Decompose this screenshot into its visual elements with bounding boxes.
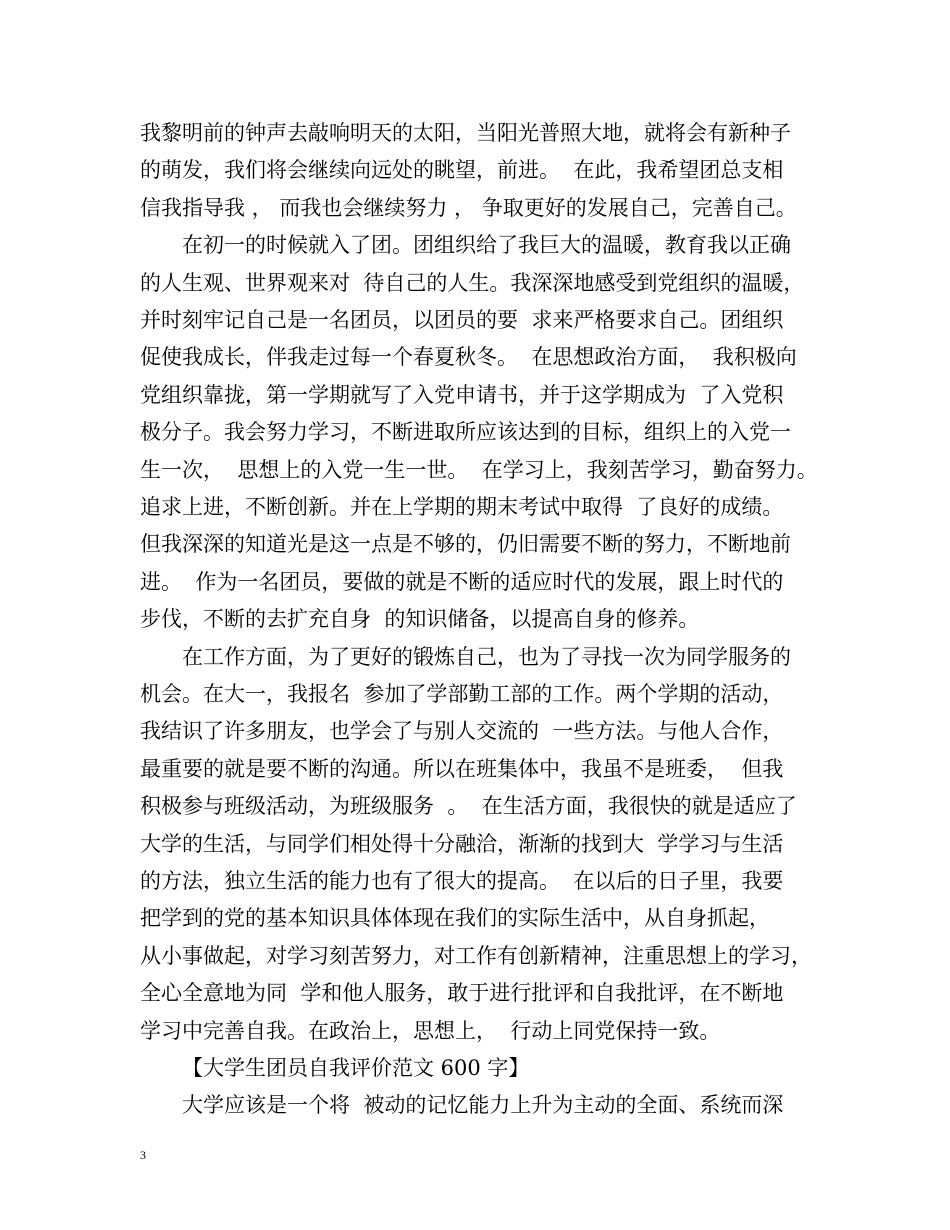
text-line: 学习中完善自我。在政治上，思想上， 行动上同党保持一致。 (140, 1018, 721, 1043)
page-number: 3 (140, 1148, 146, 1162)
paragraph-start-line: 【大学生团员自我评价范文 600 字】 (182, 1056, 530, 1080)
text-line: 积极参与班级活动，为班级服务 。 在生活方面，我很快的就是适应了 (140, 794, 797, 819)
text-line: 全心全意地为同 学和他人服务，敢于进行批评和自我批评，在不断地 (140, 981, 784, 1006)
paragraph-start-line: 大学应该是一个将 被动的记忆能力上升为主动的全面、系统而深 (182, 1093, 784, 1118)
text-line: 但我深深的知道光是这一点是不够的，仍旧需要不断的努力，不断地前 (140, 532, 791, 557)
text-line: 信我指导我 ， 而我也会继续努力 ， 争取更好的发展自己，完善自己。 (140, 195, 797, 220)
text-line: 生一次， 思想上的入党一生一世。 在学习上，我刻苦学习，勤奋努力。 (140, 457, 818, 482)
text-line: 把学到的党的基本知识具体体现在我们的实际生活中，从自身抓起， (140, 906, 770, 931)
text-line: 极分子。我会努力学习，不断进取所应该达到的目标，组织上的入党一 (140, 420, 791, 445)
text-line: 从小事做起，对学习刻苦努力，对工作有创新精神，注重思想上的学习， (140, 943, 812, 968)
text-line: 我黎明前的钟声去敲响明天的太阳，当阳光普照大地，就将会有新种子 (140, 121, 791, 145)
text-line: 大学的生活，与同学们相处得十分融洽，渐渐的找到大 学学习与生活 (140, 831, 784, 856)
paragraph-start-line: 在工作方面，为了更好的锻炼自己，也为了寻找一次为同学服务的 (182, 644, 791, 669)
text-line: 步伐，不断的去扩充自身 的知识储备，以提高自身的修养。 (140, 607, 700, 632)
paragraph-start-line: 在初一的时候就入了团。团组织给了我巨大的温暖，教育我以正确 (182, 233, 791, 258)
text-line: 并时刻牢记自己是一名团员，以团员的要 求来严格要求自己。团组织 (140, 308, 784, 332)
text-line: 的萌发，我们将会继续向远处的眺望，前进。 在此，我希望团总支相 (140, 158, 784, 183)
text-line: 追求上进，不断创新。并在上学期的期末考试中取得 了良好的成绩。 (140, 495, 784, 519)
text-line: 的人生观、世界观来对 待自己的人生。我深深地感受到党组织的温暖， (140, 270, 805, 295)
text-line: 最重要的就是要不断的沟通。所以在班集体中，我虽不是班委， 但我 (140, 756, 784, 781)
text-line: 机会。在大一，我报名 参加了学部勤工部的工作。两个学期的活动， (140, 682, 784, 706)
text-line: 党组织靠拢，第一学期就写了入党申请书，并于这学期成为 了入党积 (140, 382, 784, 407)
text-line: 我结识了许多朋友，也学会了与别人交流的 一些方法。与他人合作， (140, 719, 784, 744)
text-line: 的方法，独立生活的能力也有了很大的提高。 在以后的日子里，我要 (140, 869, 784, 893)
text-line: 进。 作为一名团员，要做的就是不断的适应时代的发展，跟上时代的 (140, 569, 784, 594)
text-line: 促使我成长，伴我走过每一个春夏秋冬。 在思想政治方面， 我积极向 (140, 345, 797, 370)
